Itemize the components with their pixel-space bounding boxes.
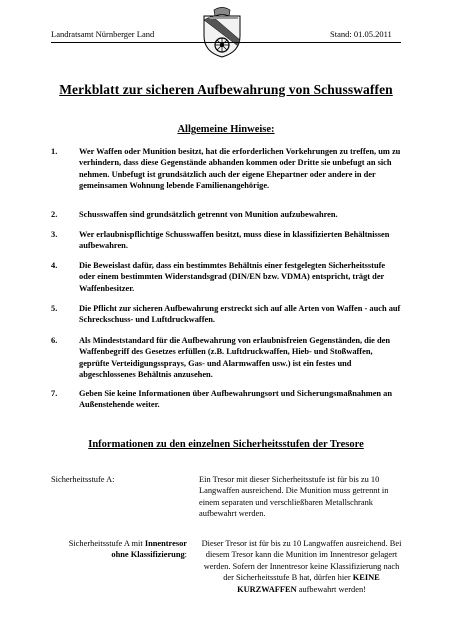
level-a-inner-desc-text: Dieser Tresor ist für bis zu 10 Langwaffen ausreichend. Bei diesem Tresor kann die Munition im Innentresor gelagert werden. Sofern der Innentresor keine Klassifizierung nach der Sicherheitsstufe B hat, dürfen hier <box>201 539 402 583</box>
list-item-number: 3. <box>51 230 58 239</box>
level-a-inner-label-colon: : <box>184 550 187 560</box>
level-a-inner-desc-warning: KEINE KURZWAFFEN <box>237 573 380 594</box>
level-a-inner-desc-end: aufbewahrt werden! <box>296 584 366 594</box>
list-item-text: Die Pflicht zur sicheren Aufbewahrung erstreckt sich auf alle Arten von Waffen - auch auf Schreckschuss- und Luftdruckwaffen. <box>79 304 401 325</box>
coat-of-arms-icon <box>200 6 244 58</box>
list-item-number: 4. <box>51 261 58 270</box>
header-authority: Landratsamt Nürnberger Land <box>51 29 155 39</box>
list-item-text: Schusswaffen sind grundsätzlich getrennt von Munition aufzubewahren. <box>79 210 338 219</box>
list-item-text: Wer Waffen oder Munition besitzt, hat die erforderlichen Vorkehrungen zu treffen, um zu verhindern, dass diese Gegenstände abhanden kommen oder Dritte sie unbefugt an sich nehmen. Unbefugt ist grundsätzlich auch der eigene Ehepartner oder andere in der gemeinsamen Wohnung lebende Familienangehörige. <box>79 147 401 191</box>
header-divider <box>51 42 401 43</box>
list-item-number: 2. <box>51 210 58 219</box>
page-title: Merkblatt zur sicheren Aufbewahrung von Schusswaffen <box>59 82 393 97</box>
level-a-inner-label-prefix: Sicherheitsstufe A mit <box>68 539 145 548</box>
header-date: Stand: 01.05.2011 <box>330 29 392 39</box>
list-item-text: Geben Sie keine Informationen über Aufbewahrungsort und Sicherungsmaßnahmen an Außenstehende weiter. <box>79 389 393 410</box>
level-a-inner-label-line2: ohne Klassifizierung <box>111 550 185 560</box>
general-heading: Allgemeine Hinweise: <box>177 124 275 135</box>
list-item-number: 6. <box>51 336 58 345</box>
level-a-inner-label-bold: Innentresor <box>144 539 187 548</box>
list-item-number: 1. <box>51 147 58 156</box>
list-item-number: 7. <box>51 389 58 398</box>
level-a-description: Ein Tresor mit dieser Sicherheitsstufe ist für bis zu 10 Langwaffen ausreichend. Die Munition muss getrennt in einem separaten und verschließbaren Metallschrank aufbewahrt werden. <box>199 475 389 519</box>
list-item-number: 5. <box>51 304 58 313</box>
level-a-label: Sicherheitsstufe A: <box>51 475 115 484</box>
list-item-text: Als Mindeststandard für die Aufbewahrung von erlaubnisfreien Gegenständen, die den Waffenbegriff des Gesetzes erfüllen (z.B. Luftdruckwaffen, Hieb- und Stoßwaffen, geprüfte Verteidigungssprays, Gas- und Alarmwaffen usw.) ist ein festes und abgeschlossenes Behältnis anzusehen. <box>79 336 391 380</box>
level-a-inner-description <box>199 538 404 595</box>
list-item-text: Die Beweislast dafür, dass ein bestimmtes Behältnis einer festgelegten Sicherheitsstufe oder einem bestimmten Widerstandsgrad (DIN/EN bzw. VDMA) entspricht, trägt der Waffenbesitzer. <box>79 261 386 293</box>
levels-heading: Informationen zu den einzelnen Sicherheitsstufen der Tresore <box>88 439 364 450</box>
level-a-inner-label <box>51 538 187 561</box>
list-item-text: Wer erlaubnispflichtige Schusswaffen besitzt, muss diese in klassifizierten Behältnissen aufbewahren. <box>79 230 390 251</box>
